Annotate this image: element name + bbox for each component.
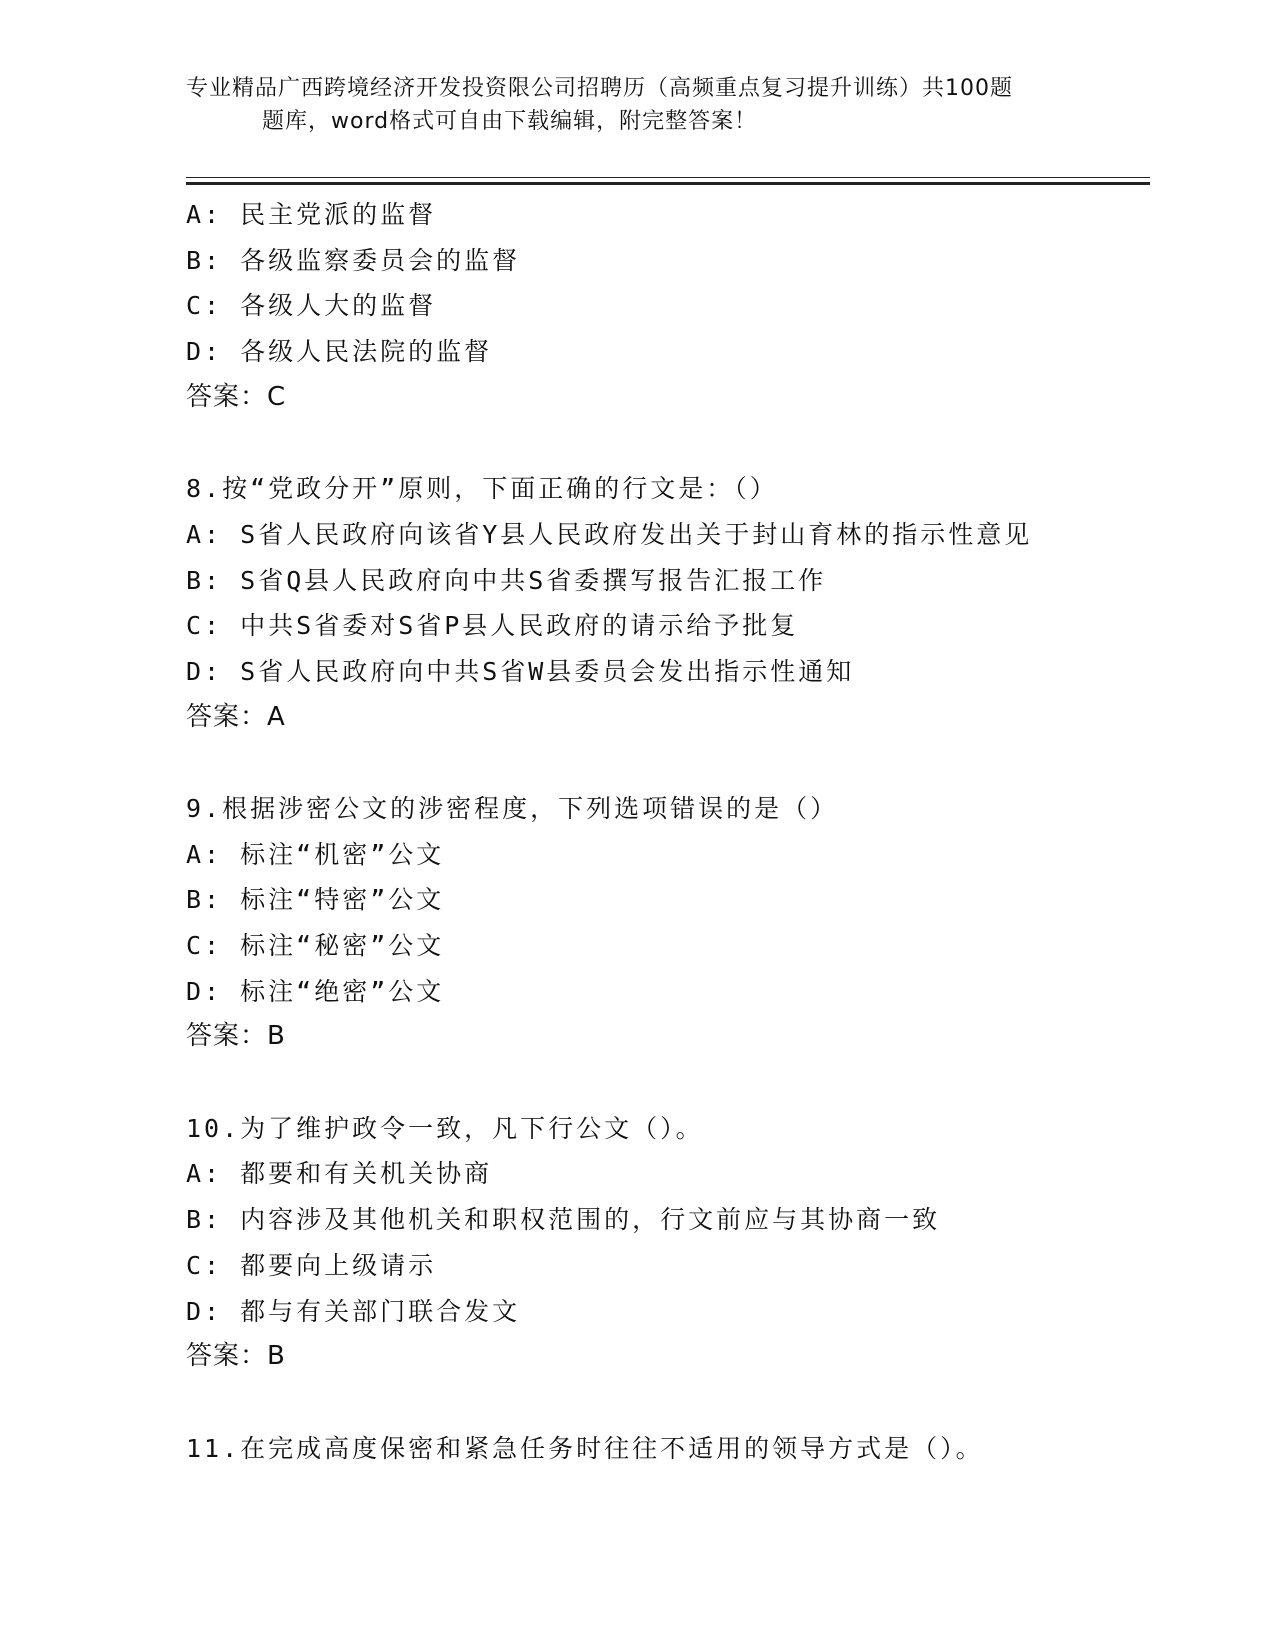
answer-line: 答案：B: [186, 1021, 286, 1052]
option-b: B: 标注“特密”公文: [186, 885, 445, 915]
block-spacer: [186, 1380, 1186, 1426]
header-divider-thick: [186, 182, 1150, 185]
option-d: D: 各级人民法院的监督: [186, 337, 493, 367]
block-spacer: [186, 740, 1186, 786]
option-b: B: 各级监察委员会的监督: [186, 245, 521, 275]
header-title-line-2: 题库，word格式可自由下载编辑，附完整答案！: [262, 109, 758, 134]
question-block: [186, 1426, 1186, 1472]
header-title-line-1: 专业精品广西跨境经济开发投资限公司招聘历（高频重点复习提升训练）共100题: [186, 76, 1013, 101]
block-spacer: [186, 420, 1186, 466]
option-a: A: 都要和有关机关协商: [186, 1159, 493, 1189]
question-list: [186, 192, 1186, 1471]
header-divider-thin: [186, 177, 1150, 178]
option-c: C: 标注“秘密”公文: [186, 931, 445, 960]
option-a: A: 民主党派的监督: [186, 200, 437, 229]
question-block: [186, 466, 1186, 740]
answer-line: 答案：C: [186, 381, 287, 412]
option-d: D: S省人民政府向中共S省W县委员会发出指示性通知: [186, 656, 855, 686]
answer-line: 答案：B: [186, 1341, 286, 1372]
option-c: C: 中共S省委对S省P县人民政府的请示给予批复: [186, 611, 799, 641]
option-b: B: S省Q县人民政府向中共S省委撰写报告汇报工作: [186, 565, 827, 595]
block-spacer: [186, 1060, 1186, 1106]
question-text: 11.在完成高度保密和紧急任务时往往不适用的领导方式是（）。: [186, 1433, 984, 1463]
option-d: D: 都与有关部门联合发文: [186, 1296, 521, 1326]
document-header: [186, 72, 1086, 138]
option-d: D: 标注“绝密”公文: [186, 976, 445, 1006]
answer-line: 答案：A: [186, 701, 286, 732]
question-text: 8.按“党政分开”原则，下面正确的行文是：（）: [186, 474, 778, 504]
question-block: [186, 786, 1186, 1060]
option-b: B: 内容涉及其他机关和职权范围的，行文前应与其协商一致: [186, 1205, 941, 1235]
question-block: [186, 1106, 1186, 1380]
question-text: 10.为了维护政令一致，凡下行公文（）。: [186, 1113, 704, 1143]
option-c: C: 都要向上级请示: [186, 1250, 437, 1280]
question-text: 9.根据涉密公文的涉密程度，下列选项错误的是（）: [186, 793, 839, 823]
question-block: [186, 192, 1186, 420]
option-a: A: 标注“机密”公文: [186, 839, 445, 869]
option-a: A: S省人民政府向该省Y县人民政府发出关于封山育林的指示性意见: [186, 519, 1033, 549]
option-c: C: 各级人大的监督: [186, 291, 437, 321]
